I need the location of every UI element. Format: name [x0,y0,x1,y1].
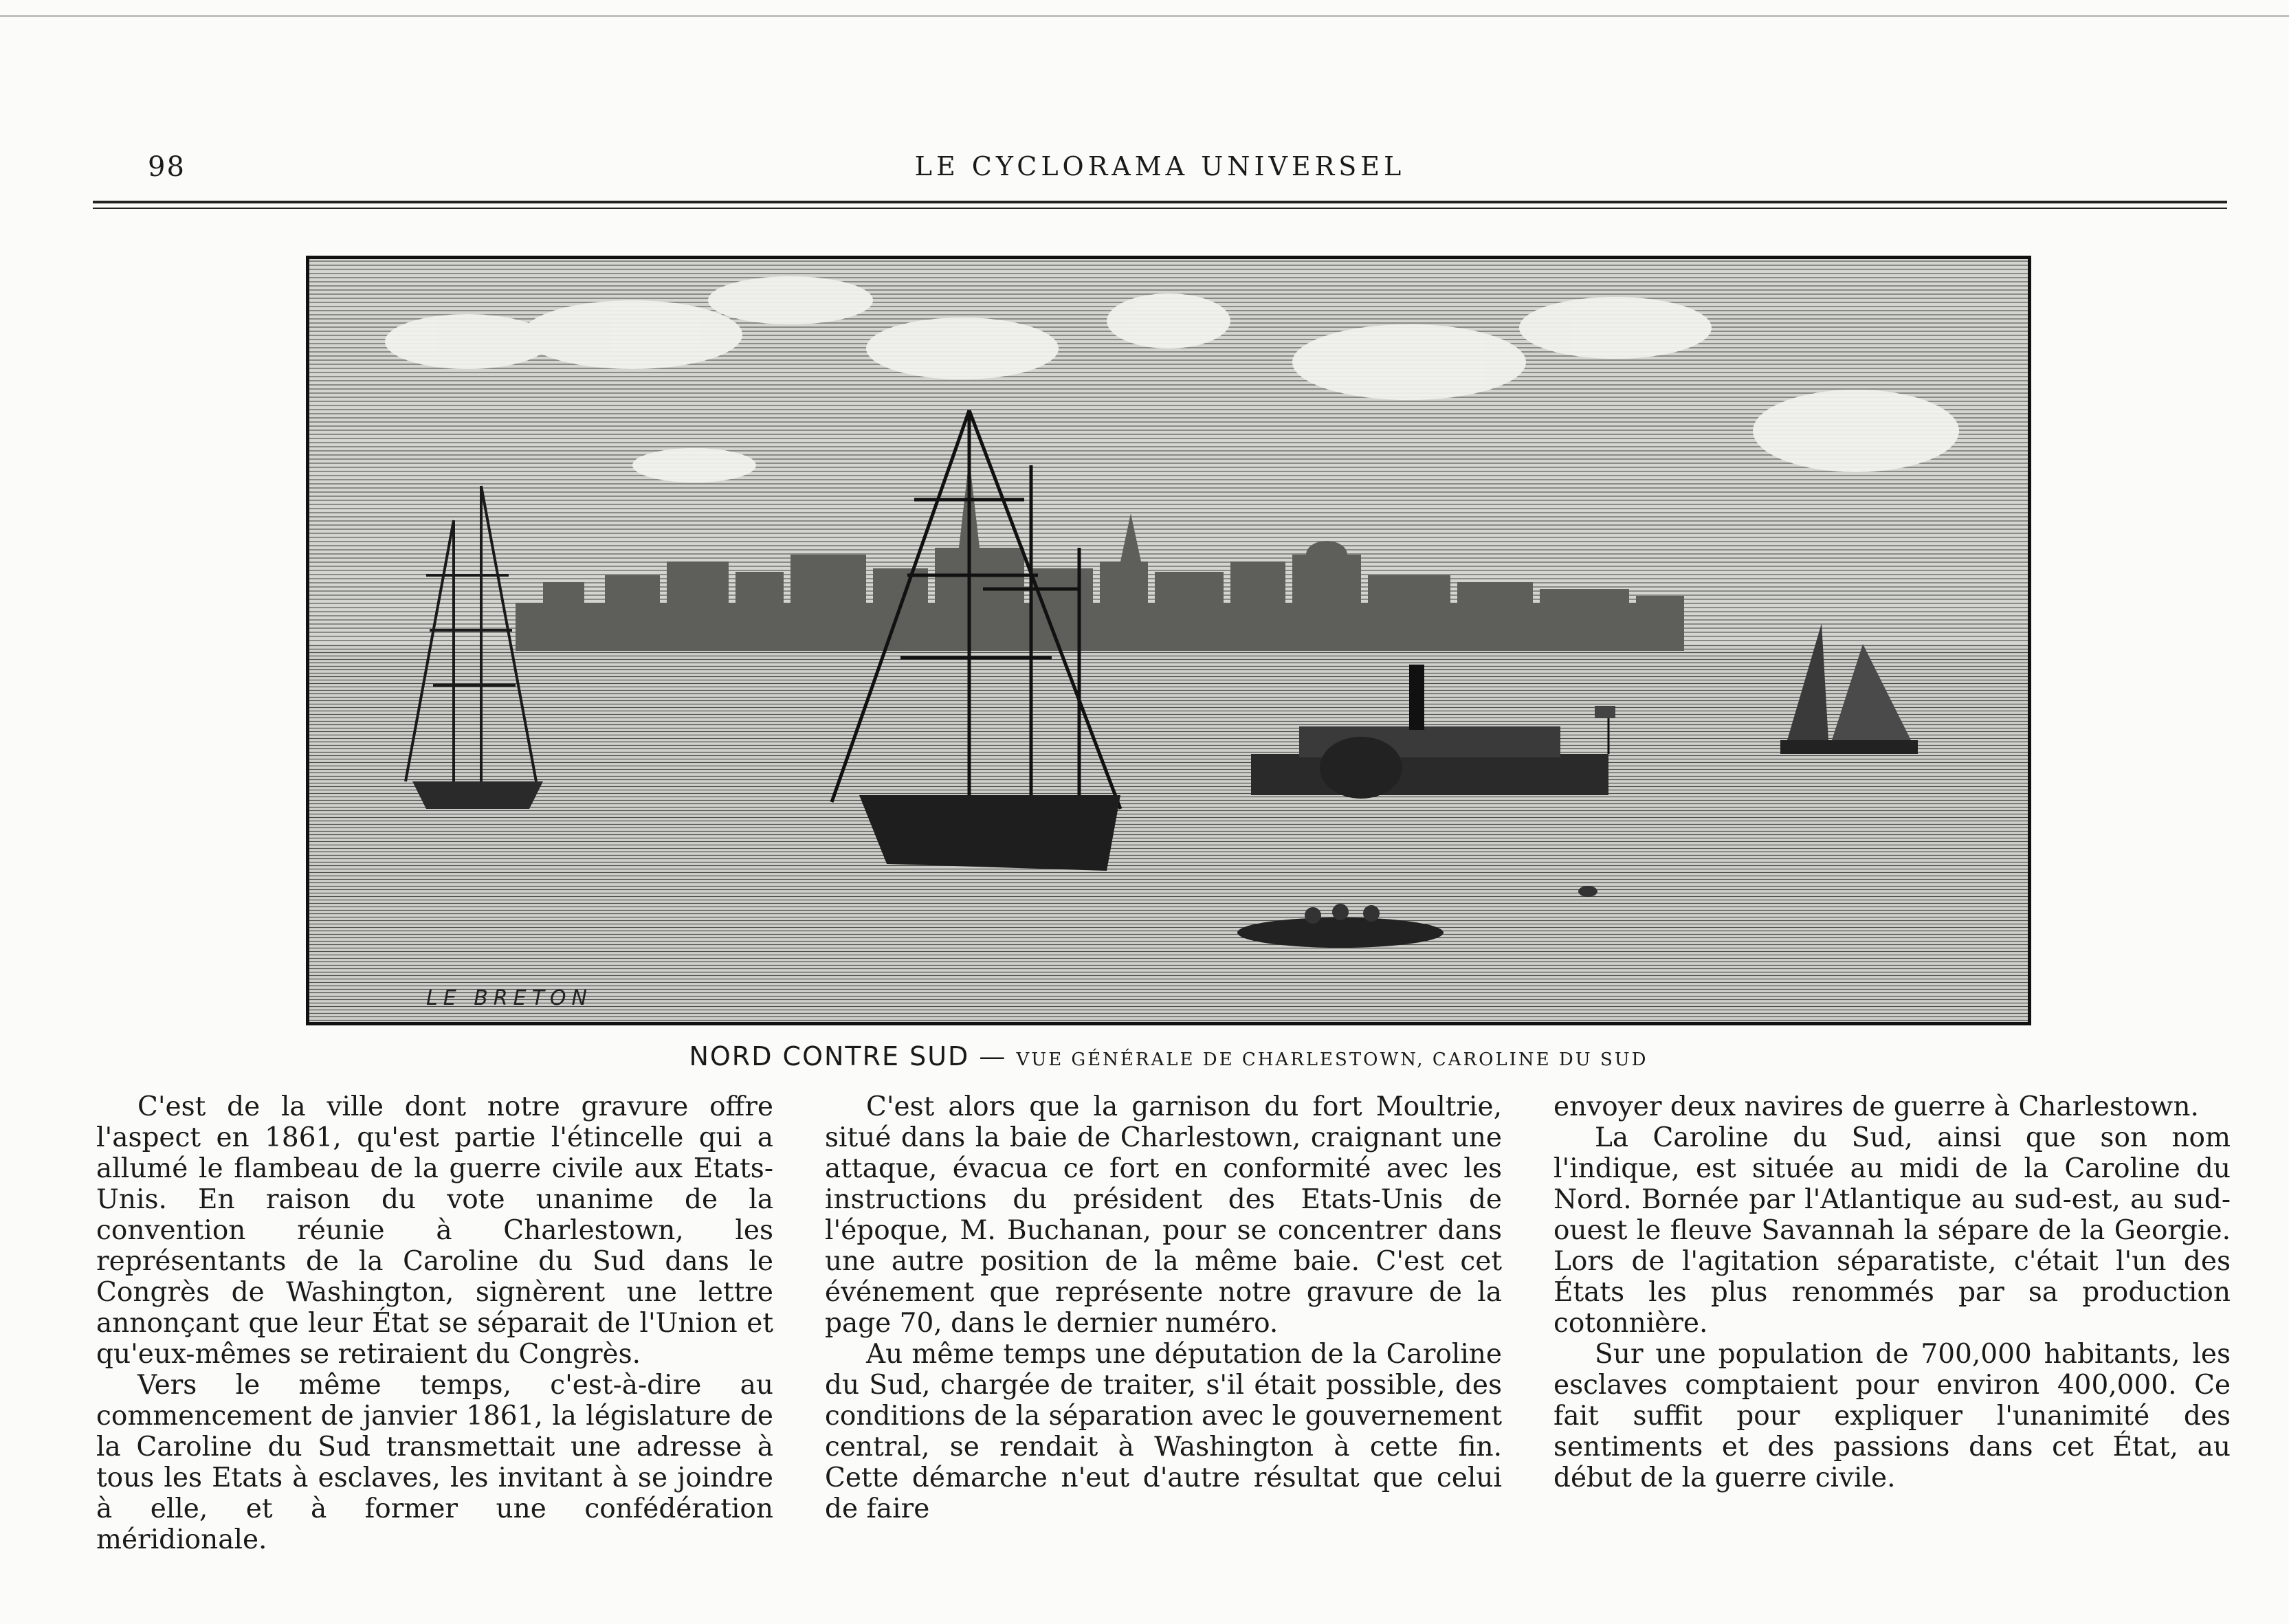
page-number: 98 [148,151,186,183]
paragraph: envoyer deux navires de guerre à Charlestown. [1553,1091,2199,1122]
running-title: LE CYCLORAMA UNIVERSEL [914,151,1406,181]
top-edge-rule [0,15,2289,17]
charlestown-engraving [306,256,2031,1025]
engraving-artwork [309,259,2028,1022]
engraver-signature: LE BRETON [426,986,593,1010]
text-column-1 [96,1091,773,1555]
paragraph: Vers le même temps, c'est-à-dire au commencement de janvier 1861, la législature de la Caroline du Sud transmettait une adresse à tous les Etats à esclaves, les invitant à se joindre à elle, et à former une confédération méridionale. [96,1370,773,1555]
caption-subtitle: VUE GÉNÉRALE DE CHARLESTOWN, CAROLINE DU SUD [1016,1049,1648,1070]
harbor-water [309,644,2028,1022]
left-brig-hull [412,781,543,809]
caption-main: NORD CONTRE SUD [689,1041,970,1071]
header-rule-thick [93,201,2227,203]
paragraph: Au même temps une députation de la Caroline du Sud, chargée de traiter, s'il était possible, des conditions de la séparation avec le gouvernement central, se rendait à Washington à cette fin. Cette démarche n'eut d'autre résultat que celui de faire [825,1339,1502,1524]
caption-dash: — [969,1041,1017,1071]
frigate-hull [859,795,1120,871]
paragraph: C'est de la ville dont notre gravure offre l'aspect en 1861, qu'est partie l'étincelle qui a allumé le flambeau de la guerre civile aux Etats-Unis. En raison du vote unanime de la convention réunie à Charlestown, les représentants de la Caroline du Sud dans le Congrès de Washington, signèrent une lettre annonçant que leur État se séparait de l'Union et qu'eux-mêmes se retiraient du Congrès. [96,1091,773,1370]
text-column-3 [1553,1091,2231,1493]
buoy [1578,886,1597,897]
paragraph: Sur une population de 700,000 habitants, les esclaves comptaient pour environ 400,000. Ce fait suffit pour expliquer l'unanimité des sentiments et des passions dans cet État, au début de la guerre civile. [1553,1339,2231,1493]
header-rule-thin [93,208,2227,209]
paragraph: La Caroline du Sud, ainsi que son nom l'indique, est située au midi de la Caroline du Nord. Bornée par l'Atlantique au sud-est, au sud-ouest le fleuve Savannah la sépare de la Georgie. Lors de l'agitation séparatiste, c'était l'un des États les plus renommés par sa production cotonnière. [1553,1122,2231,1339]
paragraph: C'est alors que la garnison du fort Moultrie, situé dans la baie de Charlestown, craignant une attaque, évacua ce fort en conformité avec les instructions du président des Etats-Unis de l'époque, M. Buchanan, pour se concentrer dans une autre position de la même baie. C'est cet événement que représente notre gravure de la page 70, dans le dernier numéro. [825,1091,1502,1339]
text-column-2 [825,1091,1502,1524]
page-header [93,151,2227,192]
figure-caption [306,1041,2031,1071]
article-body [96,1091,2234,1572]
